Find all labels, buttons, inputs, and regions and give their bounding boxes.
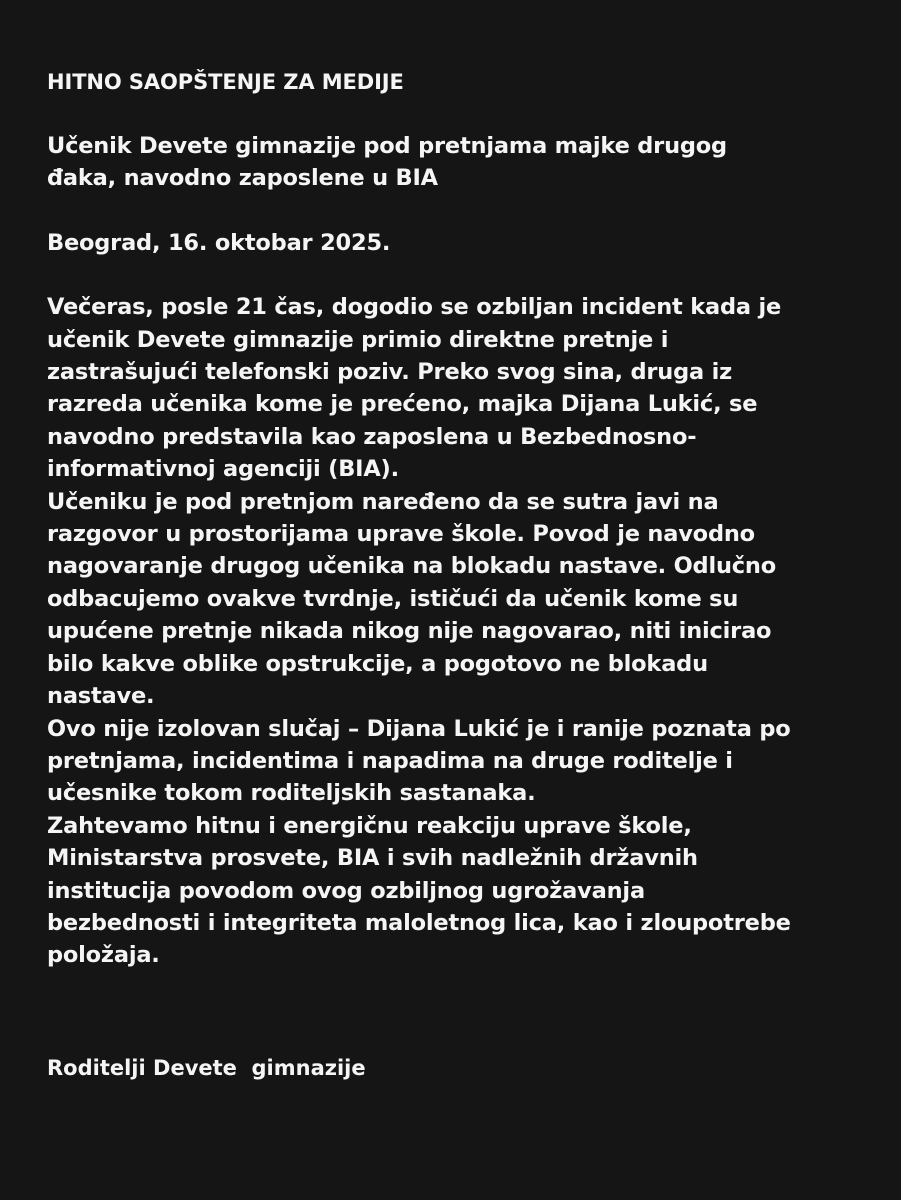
body-line: institucija povodom ovog ozbiljnog ugrožavanja	[47, 877, 645, 904]
body-line: Zahtevamo hitnu i energičnu reakciju uprave škole,	[47, 812, 692, 839]
document-heading: HITNO SAOPŠTENJE ZA MEDIJE	[47, 70, 404, 94]
spacer	[47, 972, 901, 1052]
body-line: zastrašujući telefonski poziv. Preko svog sina, druga iz	[47, 359, 733, 386]
spacer	[47, 195, 901, 227]
body-line: Ministarstva prosvete, BIA i svih nadležnih državnih	[47, 845, 698, 872]
spacer	[47, 259, 901, 291]
body-line: Ovo nije izolovan slučaj – Dijana Lukić je i ranije poznata po	[47, 715, 791, 742]
body-line: Učeniku je pod pretnjom naređeno da se sutra javi na	[47, 488, 719, 515]
body-line: upućene pretnje nikada nikog nije nagovarao, niti inicirao	[47, 618, 772, 645]
spacer	[47, 98, 901, 130]
body-line: učenik Devete gimnazije primio direktne pretnje i	[47, 326, 669, 353]
body-line: bezbednosti i integriteta maloletnog lica, kao i zloupotrebe	[47, 909, 791, 936]
body-line: položaja.	[47, 942, 160, 969]
body-line: informativnoj agenciji (BIA).	[47, 456, 399, 483]
dateline-text: Beograd, 16. oktobar 2025.	[47, 229, 391, 256]
body-line: bilo kakve oblike opstrukcije, a pogotovo ne blokadu	[47, 650, 708, 677]
document-subtitle	[47, 130, 901, 195]
signature: Roditelji Devete gimnazije	[47, 1055, 366, 1080]
dateline	[47, 227, 901, 259]
body-line: navodno predstavila kao zaposlena u Bezbednosno-	[47, 423, 697, 450]
body-line: nastave.	[47, 683, 155, 710]
body-line: razreda učenika kome je prećeno, majka Dijana Lukić, se	[47, 391, 758, 418]
subtitle-line: đaka, navodno zaposlene u BIA	[47, 165, 438, 192]
body-line: učesnike tokom roditeljskih sastanaka.	[47, 780, 536, 807]
body-line: Večeras, posle 21 čas, dogodio se ozbiljan incident kada je	[47, 294, 782, 321]
body-line: razgovor u prostorijama uprave škole. Povod je navodno	[47, 521, 755, 548]
subtitle-line: Učenik Devete gimnazije pod pretnjama majke drugog	[47, 133, 727, 159]
body-line: pretnjama, incidentima i napadima na druge roditelje i	[47, 747, 733, 774]
body-line: odbacujemo ovakve tvrdnje, ističući da učenik kome su	[47, 585, 739, 612]
body-line: nagovaranje drugog učenika na blokadu nastave. Odlučno	[47, 553, 776, 580]
document-body	[47, 291, 901, 972]
